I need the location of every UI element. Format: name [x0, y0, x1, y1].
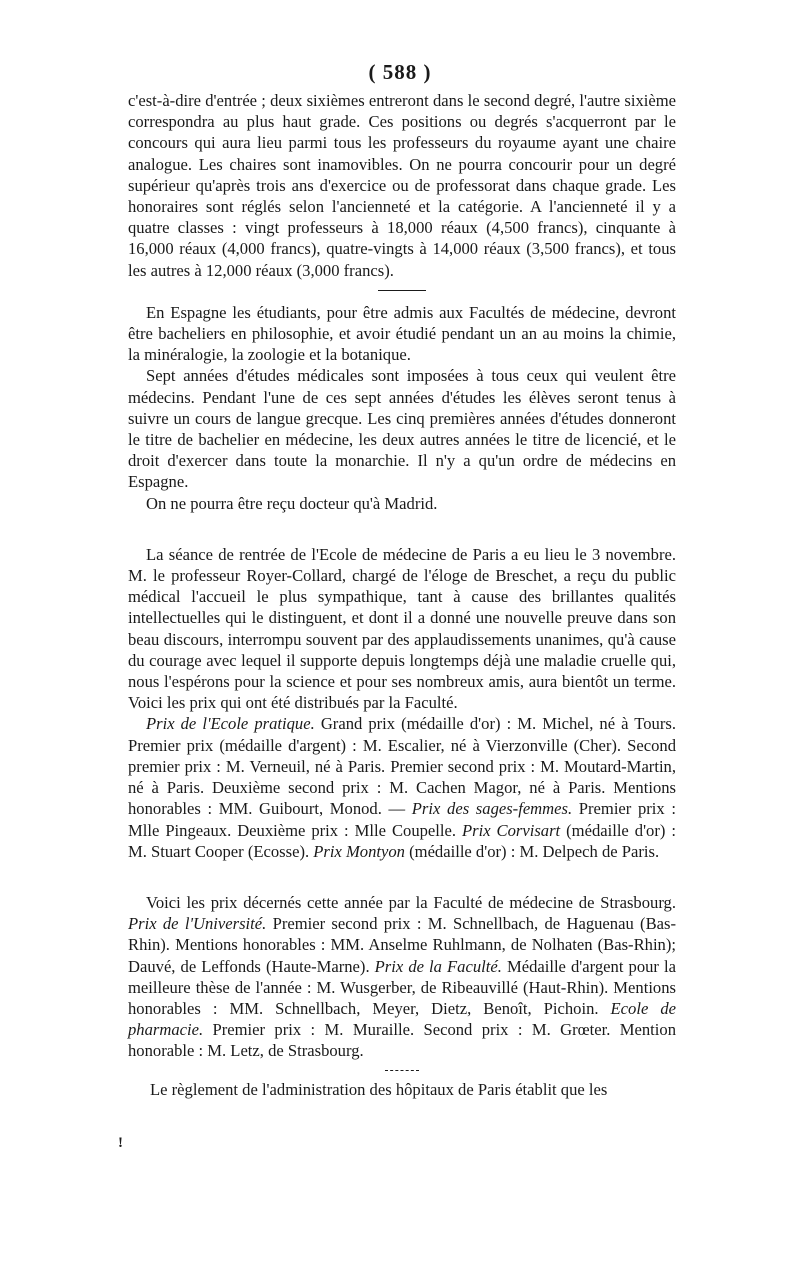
margin-mark: !: [118, 1135, 123, 1151]
page-number: ( 588 ): [368, 60, 432, 84]
paragraph-chaires: c'est-à-dire d'entrée ; deux sixièmes entreront dans le second degré, l'autre sixième correspondra au plus haut grade. Ces positions ou degrés s'acquerront par le concours qui aura lieu parmi tous les professeurs du royaume ayant une chaire analogue. Les chaires sont inamovibles. On ne pourra concourir pour un degré supérieur qu'après trois ans d'exercice ou de professorat dans chaque grade. Les honoraires sont réglés selon l'ancienneté et la catégorie. A l'ancienneté il y a quatre classes : vingt professeurs à 18,000 réaux (4,500 francs), cinquante à 16,000 réaux (4,000 francs), quatre-vingts à 14,000 réaux (3,500 francs), et tous les autres à 12,000 réaux (3,000 francs).: [128, 91, 676, 280]
prix-paris-text-2: Premier prix : Mlle Pingeaux. Deuxième prix : Mlle Coupelle.: [128, 799, 676, 840]
prix-strasbourg-text-4: Premier prix : M. Muraille. Second prix : M. Grœter. Mention honorable : M. Letz, de Strasbourg.: [128, 1020, 676, 1061]
prix-strasbourg-text-1: Voici les prix décernés cette année par la Faculté de médecine de Strasbourg.: [146, 892, 676, 912]
page-body: [128, 90, 676, 1100]
section-divider: [378, 290, 426, 291]
paragraph-prix-strasbourg: [128, 892, 676, 1062]
paragraph-seance-rentree: La séance de rentrée de l'Ecole de médecine de Paris a eu lieu le 3 novembre. M. le professeur Royer-Collard, chargé de l'éloge de Breschet, a reçu du public médical l'accueil le plus sympathique, tant à cause des brillantes qualités intellectuelles qui le distinguent, et dont il a donné une nouvelle preuve dans son beau discours, interrompu souvent par des applaudissements unanimes, qu'à cause du courage avec lequel il supporte depuis longtemps déjà une maladie cruelle qui, nous l'espérons pour la science et pour ses nombreux amis, aura bientôt un terme. Voici les prix qui ont été distribués par la Faculté.: [128, 544, 676, 713]
prix-paris-text-4: (médaille d'or) : M. Delpech de Paris.: [404, 841, 660, 861]
paragraph-docteur-madrid: On ne pourra être reçu docteur qu'à Madrid.: [146, 493, 438, 513]
section-divider-dotted: [385, 1070, 419, 1071]
prix-universite-heading: Prix de l'Université.: [128, 914, 267, 934]
prix-faculte-heading: Prix de la Faculté.: [374, 956, 502, 976]
ecole-pharmacie-heading: Ecole de pharmacie.: [128, 998, 676, 1040]
prix-paris-text-3: (médaille d'or) : M. Stuart Cooper (Ecosse).: [128, 820, 676, 861]
prix-ecole-pratique-heading: Prix de l'Ecole pratique.: [146, 714, 315, 734]
prix-sages-femmes-heading: Prix des sages-femmes.: [411, 799, 573, 819]
section-spacer: [128, 862, 676, 892]
prix-strasbourg-text-3: Médaille d'argent pour la meilleure thèse de l'année : M. Wusgerber, de Ribeauvillé (Haut-Rhin). Mentions honorables : MM. Schnellbach, Meyer, Dietz, Benoît, Pichoin.: [128, 956, 676, 1018]
prix-montyon-heading: Prix Montyon: [313, 841, 405, 861]
prix-corvisart-heading: Prix Corvisart: [462, 820, 561, 840]
paragraph-sept-annees: Sept années d'études médicales sont imposées à tous ceux qui veulent être médecins. Pendant l'une de ces sept années d'études les élèves seront tenus à suivre un cours de langue grecque. Les cinq premières années d'études donneront le titre de bachelier en médecine, les deux autres années le titre de licencié, et le droit d'exercer dans toute la monarchie. Il n'y a qu'un ordre de médecins en Espagne.: [128, 366, 676, 492]
prix-strasbourg-text-2: Premier second prix : M. Schnellbach, de Haguenau (Bas-Rhin). Mentions honorables : MM. Anselme Ruhlmann, de Nolhaten (Bas-Rhin); Dauvé, de Leffonds (Haute-Marne).: [128, 914, 676, 976]
section-spacer: [128, 514, 676, 544]
paragraph-reglement-hopitaux: Le règlement de l'administration des hôpitaux de Paris établit que les: [150, 1079, 608, 1099]
paragraph-prix-paris: [128, 713, 676, 861]
paragraph-espagne-etudiants: En Espagne les étudiants, pour être admis aux Facultés de médecine, devront être bacheliers en philosophie, et avoir étudié pendant un an au moins la chimie, la minéralogie, la zoologie et la botanique.: [128, 302, 676, 365]
prix-paris-text-1: Grand prix (médaille d'or) : M. Michel, né à Tours. Premier prix (médaille d'argent) : M. Escalier, né à Vierzonville (Cher). Second premier prix : M. Verneuil, né à Paris. Premier second prix : M. Moutard-Martin, né à Paris. Deuxième second prix : M. Cachen Magor, né à Paris. Mentions honorables : MM. Guibourt, Monod. —: [128, 714, 676, 819]
